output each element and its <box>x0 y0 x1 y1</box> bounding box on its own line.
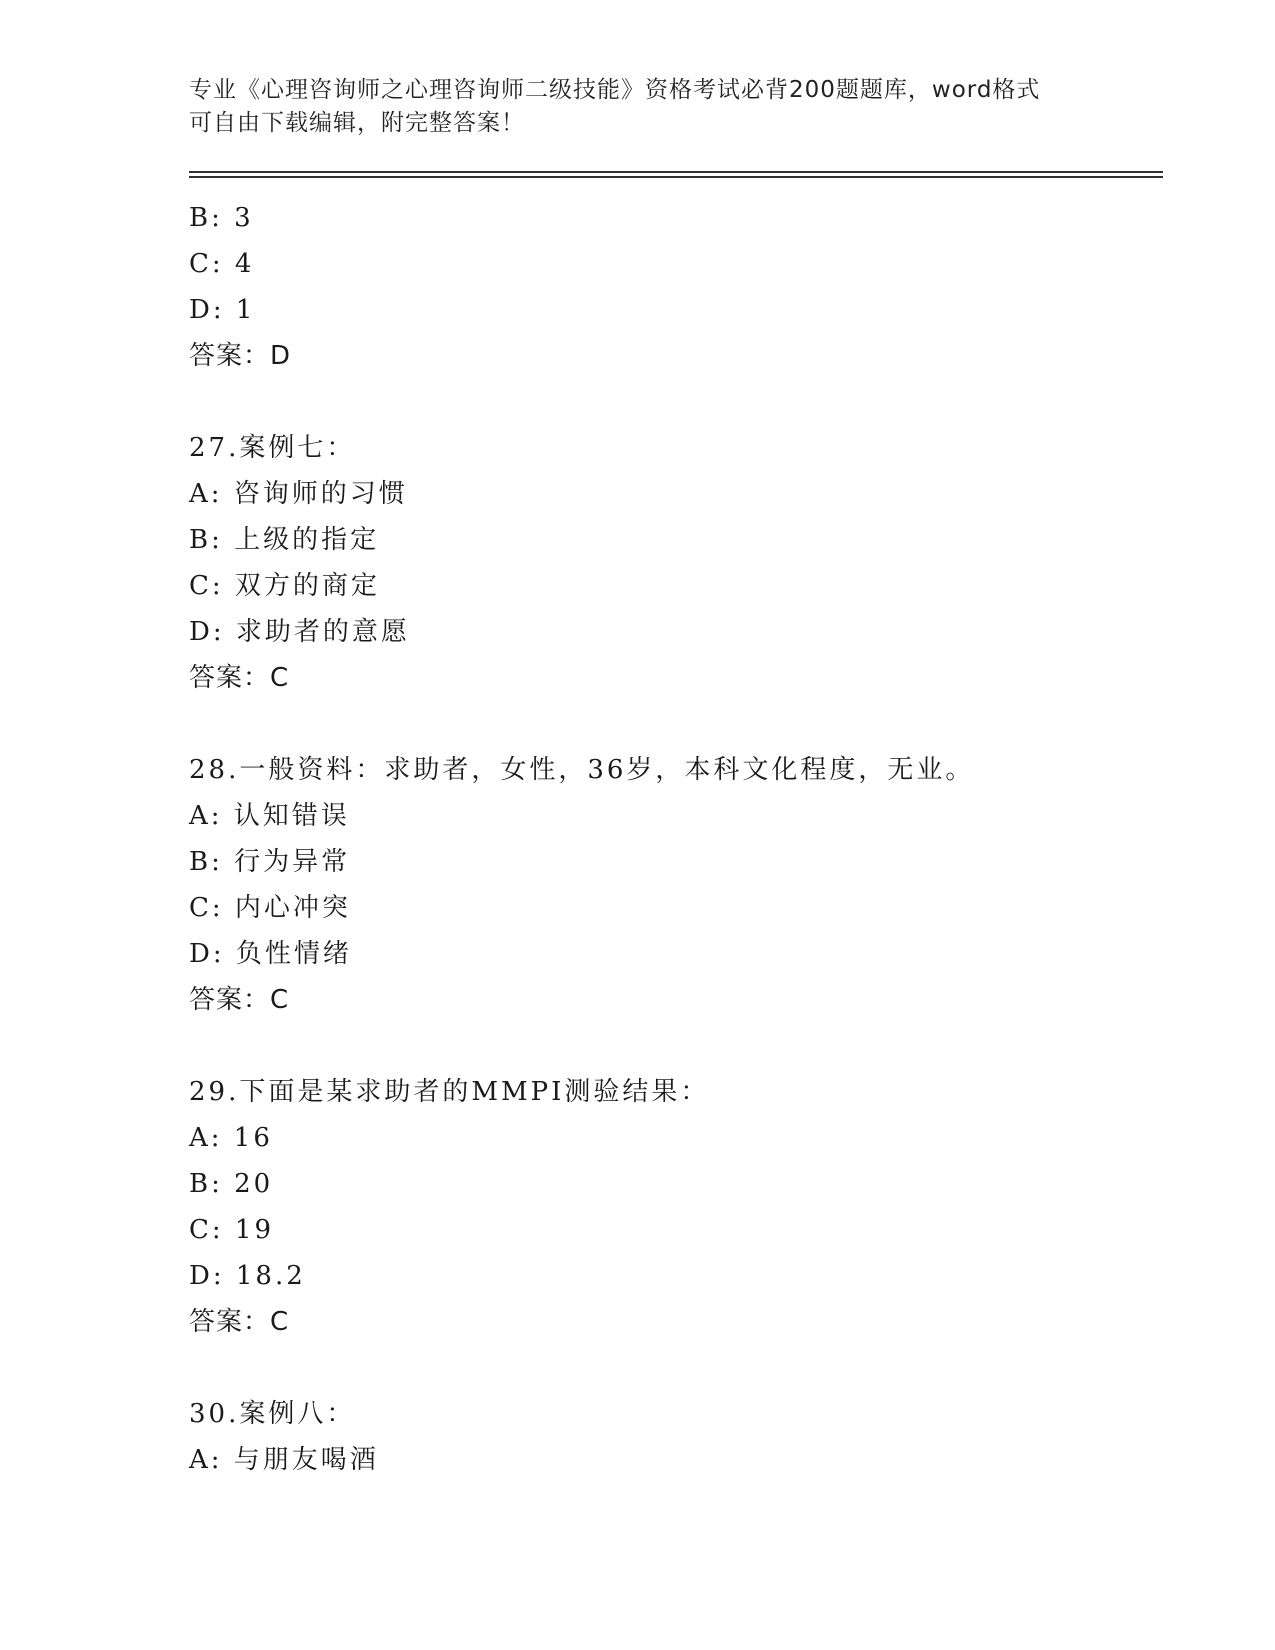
option-a: A: 与朋友喝酒 <box>189 1445 379 1475</box>
question-28 <box>189 747 1163 1023</box>
option-a: A: 咨询师的习惯 <box>189 479 408 509</box>
option-a: A: 认知错误 <box>189 801 350 831</box>
question-text: 30.案例八： <box>189 1399 356 1429</box>
answer: 答案：C <box>189 1307 290 1337</box>
spacer <box>189 1345 1163 1391</box>
option-c: C: 4 <box>189 249 255 279</box>
option-a: A: 16 <box>189 1123 273 1153</box>
question-30 <box>189 1391 1163 1483</box>
option-d: D: 1 <box>189 295 256 325</box>
option-d: D: 求助者的意愿 <box>189 617 410 647</box>
header-title-line-2: 可自由下载编辑，附完整答案！ <box>189 110 525 136</box>
option-b: B: 20 <box>189 1169 274 1199</box>
answer: 答案：D <box>189 341 292 371</box>
spacer <box>189 701 1163 747</box>
option-d: D: 负性情绪 <box>189 939 352 969</box>
header-divider-bottom <box>189 176 1163 178</box>
spacer <box>189 1023 1163 1069</box>
option-b: B: 3 <box>189 203 254 233</box>
question-text: 29.下面是某求助者的MMPI测验结果： <box>189 1077 710 1107</box>
option-c: C: 双方的商定 <box>189 571 380 601</box>
question-27 <box>189 425 1163 701</box>
question-29 <box>189 1069 1163 1345</box>
header-divider-top <box>189 171 1163 173</box>
question-list <box>189 195 1163 1483</box>
option-c: C: 内心冲突 <box>189 893 351 923</box>
option-d: D: 18.2 <box>189 1261 306 1291</box>
question-text: 28.一般资料：求助者，女性，36岁，本科文化程度，无业。 <box>189 755 975 785</box>
answer: 答案：C <box>189 663 290 693</box>
spacer <box>189 379 1163 425</box>
question-26-tail <box>189 195 1163 379</box>
option-b: B: 行为异常 <box>189 847 351 877</box>
question-text: 27.案例七： <box>189 433 356 463</box>
option-c: C: 19 <box>189 1215 275 1245</box>
document-header <box>189 74 1089 140</box>
header-title-line-1: 专业《心理咨询师之心理咨询师二级技能》资格考试必背200题题库，word格式 <box>189 77 1041 103</box>
option-b: B: 上级的指定 <box>189 525 380 555</box>
answer: 答案：C <box>189 985 290 1015</box>
